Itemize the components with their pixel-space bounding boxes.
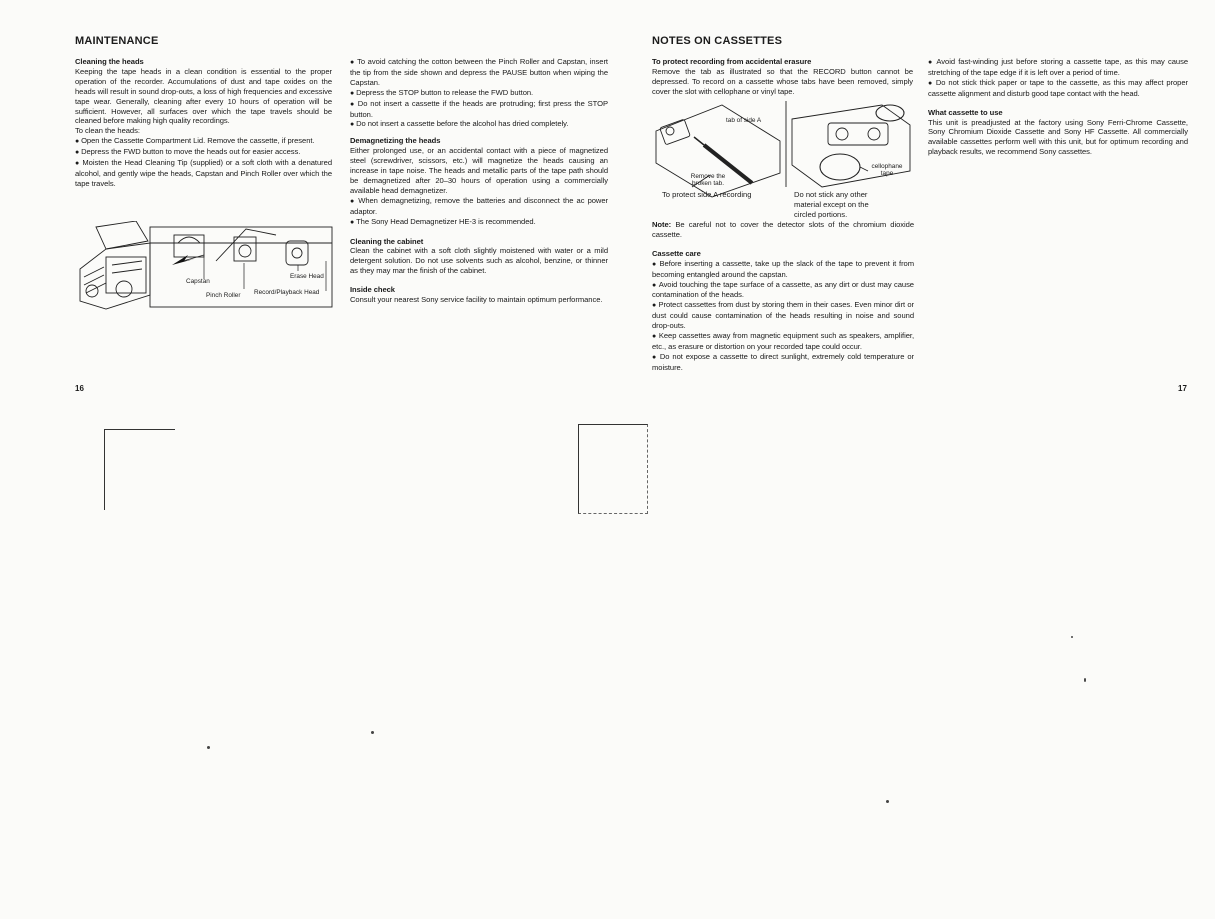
erase-head-label: Erase Head — [290, 273, 324, 280]
scan-speck — [371, 731, 374, 734]
note — [652, 220, 914, 240]
what-cassette-text: This unit is preadjusted at the factory using Sony Ferri-Chrome Cassette, Sony Chromium Dioxide Cassette and Sony HF Cassette. All commercially available cassettes perform well with this unit, but for optimum recording and playback results, we recommend Sony cassettes. — [928, 117, 1188, 157]
notes-on-cassettes-title: NOTES ON CASSETTES — [652, 35, 783, 47]
cleaning-step: ● Depress the FWD button to move the heads out for easier access. — [75, 147, 332, 158]
scan-speck — [886, 800, 889, 803]
demagnetizing-text: Either prolonged use, or an accidental contact with a piece of magnetized steel (screwdriver, scissors, etc.) will magnetize the heads causing an increase in tape noise. The heads and metallic parts of the tape path should be demagnetized after 20–30 hours of operation using a commercially available head demagnetizer. — [350, 146, 608, 195]
inside-check-text: Consult your nearest Sony service facility to maintain optimum performance. — [350, 295, 603, 305]
cleaning-heads-intro: Keeping the tape heads in a clean condition is essential to the proper operation of the recorder. Accumulations of dust and tape oxides on the heads will result in sound drop-outs, a loss of high frequencies and excessive tape wear. Generally, cleaning after every 10 hours of operation will be sufficient. However, all surfaces over which the tape travels should be cleaned before making high quality recordings. — [75, 66, 332, 126]
caution-bullet: ● To avoid catching the cotton between the Pinch Roller and Capstan, insert the tip from the side shown and depress the PAUSE button when wiping the Capstan. — [350, 57, 608, 88]
cassette-tab-figure — [652, 101, 914, 223]
column-note-and-care — [652, 220, 914, 373]
cleaning-heads-heading: Cleaning the heads — [75, 57, 144, 66]
cassette-care-bullet: ● Do not expose a cassette to direct sunlight, extremely cold temperature or moisture. — [652, 352, 914, 373]
scan-speck — [1084, 678, 1086, 682]
inside-check-heading: Inside check — [350, 285, 395, 295]
protect-heading: To protect recording from accidental erasure — [652, 57, 812, 66]
scan-artifact-frame-left — [104, 429, 175, 510]
what-cassette-heading: What cassette to use — [928, 107, 1003, 117]
cellophane-tape-label: cellophane tape — [871, 163, 903, 178]
cassette-care-bullet: ● Avoid touching the tape surface of a cassette, as any dirt or dust may cause contamination of the heads. — [652, 280, 914, 301]
column-protect-and-care — [652, 57, 913, 97]
caution-bullet: ● Do not insert a cassette before the alcohol has dried completely. — [350, 119, 608, 130]
page-number-left: 16 — [75, 384, 84, 393]
column-cleaning-heads — [75, 57, 332, 189]
demagnetizing-bullet: ● When demagnetizing, remove the batteries and disconnect the ac power adaptor. — [350, 196, 608, 217]
demagnetizing-heading: Demagnetizing the heads — [350, 136, 441, 146]
demagnetizing-bullet: ● The Sony Head Demagnetizer HE-3 is recommended. — [350, 217, 608, 228]
cleaning-step: ● Open the Cassette Compartment Lid. Remove the cassette, if present. — [75, 136, 332, 147]
capstan-label: Capstan — [186, 278, 210, 285]
tab-of-side-a-label: tab of side A — [726, 117, 762, 124]
figure-caption-left: To protect side A recording — [662, 190, 752, 199]
column-what-cassette — [928, 57, 1188, 157]
maintenance-title: MAINTENANCE — [75, 35, 159, 47]
page-number-right: 17 — [1178, 384, 1187, 393]
storage-bullet: ● Avoid fast-winding just before storing a cassette tape, as this may cause stretching of the tape edge if it is left over a period of time. — [928, 57, 1188, 78]
figure-caption-right: Do not stick any other material except on the circled portions. — [794, 190, 869, 219]
cassette-care-bullet: ● Protect cassettes from dust by storing them in their cases. Even minor dirt or dust could cause contamination of the heads resulting in noise and sound drop-outs. — [652, 300, 914, 331]
scan-speck — [1071, 636, 1073, 638]
pinch-roller-label: Pinch Roller — [206, 292, 241, 299]
protect-text: Remove the tab as illustrated so that the RECORD button cannot be depressed. To record on a cassette whose tabs have been removed, simply cover the slot with cellophane or vinyl tape. — [652, 66, 913, 96]
caution-bullet: ● Depress the STOP button to release the FWD button. — [350, 88, 608, 99]
note-text: Be careful not to cover the detector slots of the chromium dioxide cassette. — [652, 220, 915, 239]
cleaning-step: ● Moisten the Head Cleaning Tip (supplied) or a soft cloth with a denatured alcohol, and gently wipe the heads, Capstan and Pinch Roller over which the tape travels. — [75, 158, 332, 189]
to-clean-label: To clean the heads: — [75, 126, 140, 136]
cleaning-cabinet-text: Clean the cabinet with a soft cloth slightly moistened with water or a mild detergent solution. Do not use solvents such as alcohol, benzine, or thinner as they may mar the finish of the cabinet. — [350, 246, 608, 276]
record-playback-head-label: Record/Playback Head — [254, 289, 320, 296]
head-cleaning-figure — [76, 221, 334, 313]
cassette-care-bullet: ● Keep cassettes away from magnetic equipment such as speakers, amplifier, etc., as erasure or distortion on your recorded tape could occur. — [652, 331, 914, 352]
column-demagnetizing — [350, 57, 608, 305]
head-cleaning-illustration — [76, 221, 334, 313]
storage-bullet: ● Do not stick thick paper or tape to the cassette, as this may affect proper cassette alignment and disturb good tape contact with the head. — [928, 78, 1188, 99]
caution-bullet: ● Do not insert a cassette if the heads are protruding; first press the STOP button. — [350, 99, 608, 120]
scan-artifact-frame-center — [578, 424, 648, 514]
note-label: Note: — [652, 220, 672, 229]
remove-broken-tab-label: Remove the broken tab. — [690, 173, 726, 188]
cassette-care-heading: Cassette care — [652, 248, 701, 258]
cleaning-cabinet-heading: Cleaning the cabinet — [350, 236, 424, 246]
scan-speck — [207, 746, 210, 749]
cassette-care-bullet: ● Before inserting a cassette, take up the slack of the tape to prevent it from becoming entangled around the capstan. — [652, 259, 914, 280]
